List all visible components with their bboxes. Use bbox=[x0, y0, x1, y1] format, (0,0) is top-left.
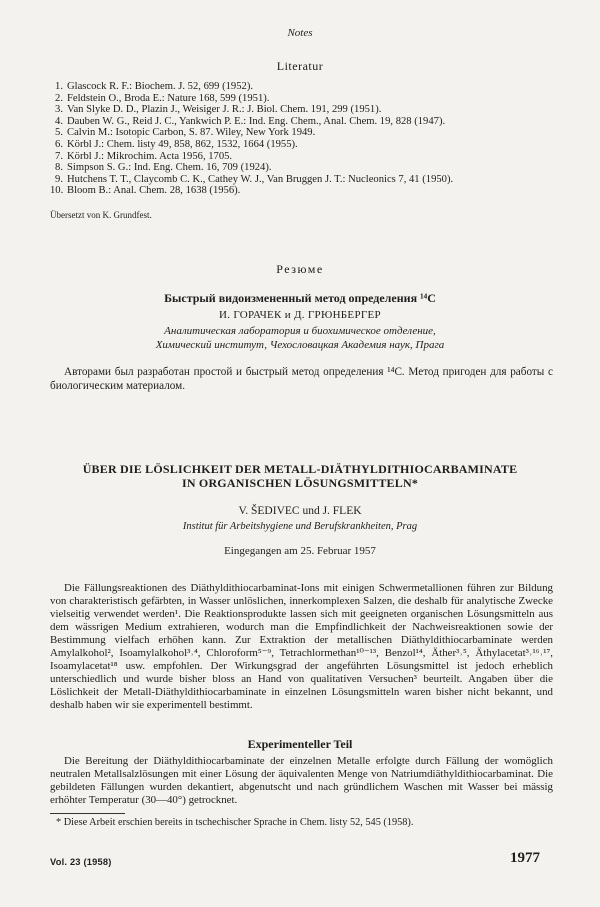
footnote: * Diese Arbeit erschien bereits in tschechischer Sprache in Chem. listy 52, 545 (1958). bbox=[56, 817, 414, 828]
literature-heading: Literatur bbox=[276, 59, 324, 73]
reference-text: Körbl J.: Mikrochim. Acta 1956, 1705. bbox=[67, 150, 233, 162]
reference-number: 1. bbox=[55, 81, 63, 92]
resume-abstract: Авторами был разработан простой и быстрый метод определения ¹⁴C. Метод пригоден для работы с биологическим материалом. bbox=[50, 366, 553, 392]
reference-text: Simpson S. G.: Ind. Eng. Chem. 16, 709 (1924). bbox=[67, 162, 272, 174]
intro-paragraph: Die Fällungsreaktionen des Diäthyldithiocarbaminat-Ions mit einigen Schwermetallionen führen zur Bildung von charakteristisch gefärbten, in Wasser unlöslichen, innerkomplexen Salzen, die deshalb für analytische Zwecke vielseitig verwendet werden¹. Die Reaktionsprodukte lassen sich mit geeigneten organischen Lösungsmitteln aus dem wässrigen Medium extrahieren, wodurch man die Empfindlichkeit der Nachweisreaktionen sowie der Bestimmung vielfach erhöhen kann. Zur Extraktion der metallischen Diäthyldithiocarbaminate werden Amylalkohol², Isoamylalkohol³˒⁴, Chloroform⁵⁻⁹, Tetrachlormethan¹⁰⁻¹³, Benzol¹⁴, Äther³˒⁵, Äthylacetat³˒¹⁶˒¹⁷, Isoamylacetat¹⁸ usw. empfohlen. Der Wirkungsgrad der angeführten Lösungsmittel ist jedoch erheblich unterschiedlich und wurde bisher bloss an Hand von qualitativen Versuchen³ beurteilt. Angaben über die Löslichkeit der Metall-Diäthyldithiocarbaminate in einzelnen Lösungsmitteln waren bisher nicht bekannt, und deshalb haben wir sie experimentell bestimmt. bbox=[50, 582, 553, 711]
reference-number: 5. bbox=[55, 127, 63, 139]
translator-note: Übersetzt von K. Grundfest. bbox=[50, 210, 152, 220]
reference-item bbox=[50, 174, 570, 186]
resume-affiliation bbox=[0, 324, 600, 352]
article-affiliation: Institut für Arbeitshygiene und Berufskrankheiten, Prag bbox=[182, 521, 418, 532]
reference-text: Calvin M.: Isotopic Carbon, S. 87. Wiley, New York 1949. bbox=[67, 127, 316, 139]
reference-text: Körbl J.: Chem. listy 49, 858, 862, 1532, 1664 (1955). bbox=[67, 138, 298, 150]
article-authors: V. ŠEDIVEC und J. FLEK bbox=[238, 505, 362, 517]
reference-number: 2. bbox=[55, 92, 63, 104]
reference-text: Bloom B.: Anal. Chem. 28, 1638 (1956). bbox=[67, 185, 241, 197]
article-title-line: IN ORGANISCHEN LÖSUNGSMITTELN* bbox=[181, 476, 419, 490]
section-heading: Experimenteller Teil bbox=[247, 737, 353, 751]
article-title bbox=[40, 462, 560, 490]
resume-authors: И. ГОРАЧЕК и Д. ГРЮНБЕРГЕР bbox=[219, 309, 381, 321]
reference-number: 8. bbox=[55, 162, 63, 174]
reference-number: 3. bbox=[55, 104, 63, 116]
reference-text: Dauben W. G., Reid J. C., Yankwich P. E.: Ind. Eng. Chem., Anal. Chem. 19, 828 (1947). bbox=[67, 115, 446, 127]
resume-heading: Резюме bbox=[276, 262, 324, 276]
experimental-paragraph: Die Bereitung der Diäthyldithiocarbaminate der einzelnen Metalle erfolgte durch Fällung der womöglich neutralen Metallsalzlösungen mit einer Lösung der äquivalenten Menge von Natriumdiäthyldithiocarbaminat. Die gebildeten Fällungen wurden dekantiert, abgenutscht und nach gründlichem Waschen mit Wasser bei mässig erhöhter Temperatur (30—40°) getrocknet. bbox=[50, 755, 553, 806]
resume-affiliation-line: Химический институт, Чехословацкая Академия наук, Прага bbox=[155, 339, 445, 351]
running-head: Notes bbox=[287, 27, 313, 39]
reference-list bbox=[50, 81, 570, 197]
reference-number: 6. bbox=[55, 138, 63, 150]
received-date: Eingegangen am 25. Februar 1957 bbox=[224, 545, 376, 557]
footnote-rule bbox=[50, 813, 125, 814]
resume-article-title: Быстрый видоизмененный метод определения ¹⁴C bbox=[164, 291, 436, 305]
article-title-line: ÜBER DIE LÖSLICHKEIT DER METALL-DIÄTHYLDITHIOCARBAMINATE bbox=[82, 462, 518, 476]
reference-number: 9. bbox=[55, 173, 63, 185]
reference-item bbox=[50, 116, 570, 128]
reference-item bbox=[50, 93, 570, 105]
reference-text: Glascock R. F.: Biochem. J. 52, 699 (1952). bbox=[67, 81, 253, 92]
journal-volume: Vol. 23 (1958) bbox=[50, 857, 112, 867]
reference-item bbox=[50, 127, 570, 139]
reference-item bbox=[50, 151, 570, 163]
reference-item bbox=[50, 139, 570, 151]
reference-item bbox=[50, 81, 570, 93]
reference-item bbox=[50, 104, 570, 116]
reference-item bbox=[50, 162, 570, 174]
reference-text: Van Slyke D. D., Plazin J., Weisiger J. R.: J. Biol. Chem. 191, 299 (1951). bbox=[67, 104, 382, 116]
reference-item bbox=[50, 185, 570, 197]
reference-text: Hutchens T. T., Claycomb C. K., Cathey W. J., Van Bruggen J. T.: Nucleonics 7, 41 (1950). bbox=[67, 173, 454, 185]
reference-number: 10. bbox=[50, 185, 64, 197]
resume-affiliation-line: Аналитическая лаборатория и биохимическое отделение, bbox=[164, 325, 436, 337]
reference-text: Feldstein O., Broda E.: Nature 168, 599 (1951). bbox=[67, 92, 270, 104]
reference-number: 4. bbox=[55, 115, 63, 127]
page-number: 1977 bbox=[510, 850, 540, 866]
reference-number: 7. bbox=[55, 150, 63, 162]
